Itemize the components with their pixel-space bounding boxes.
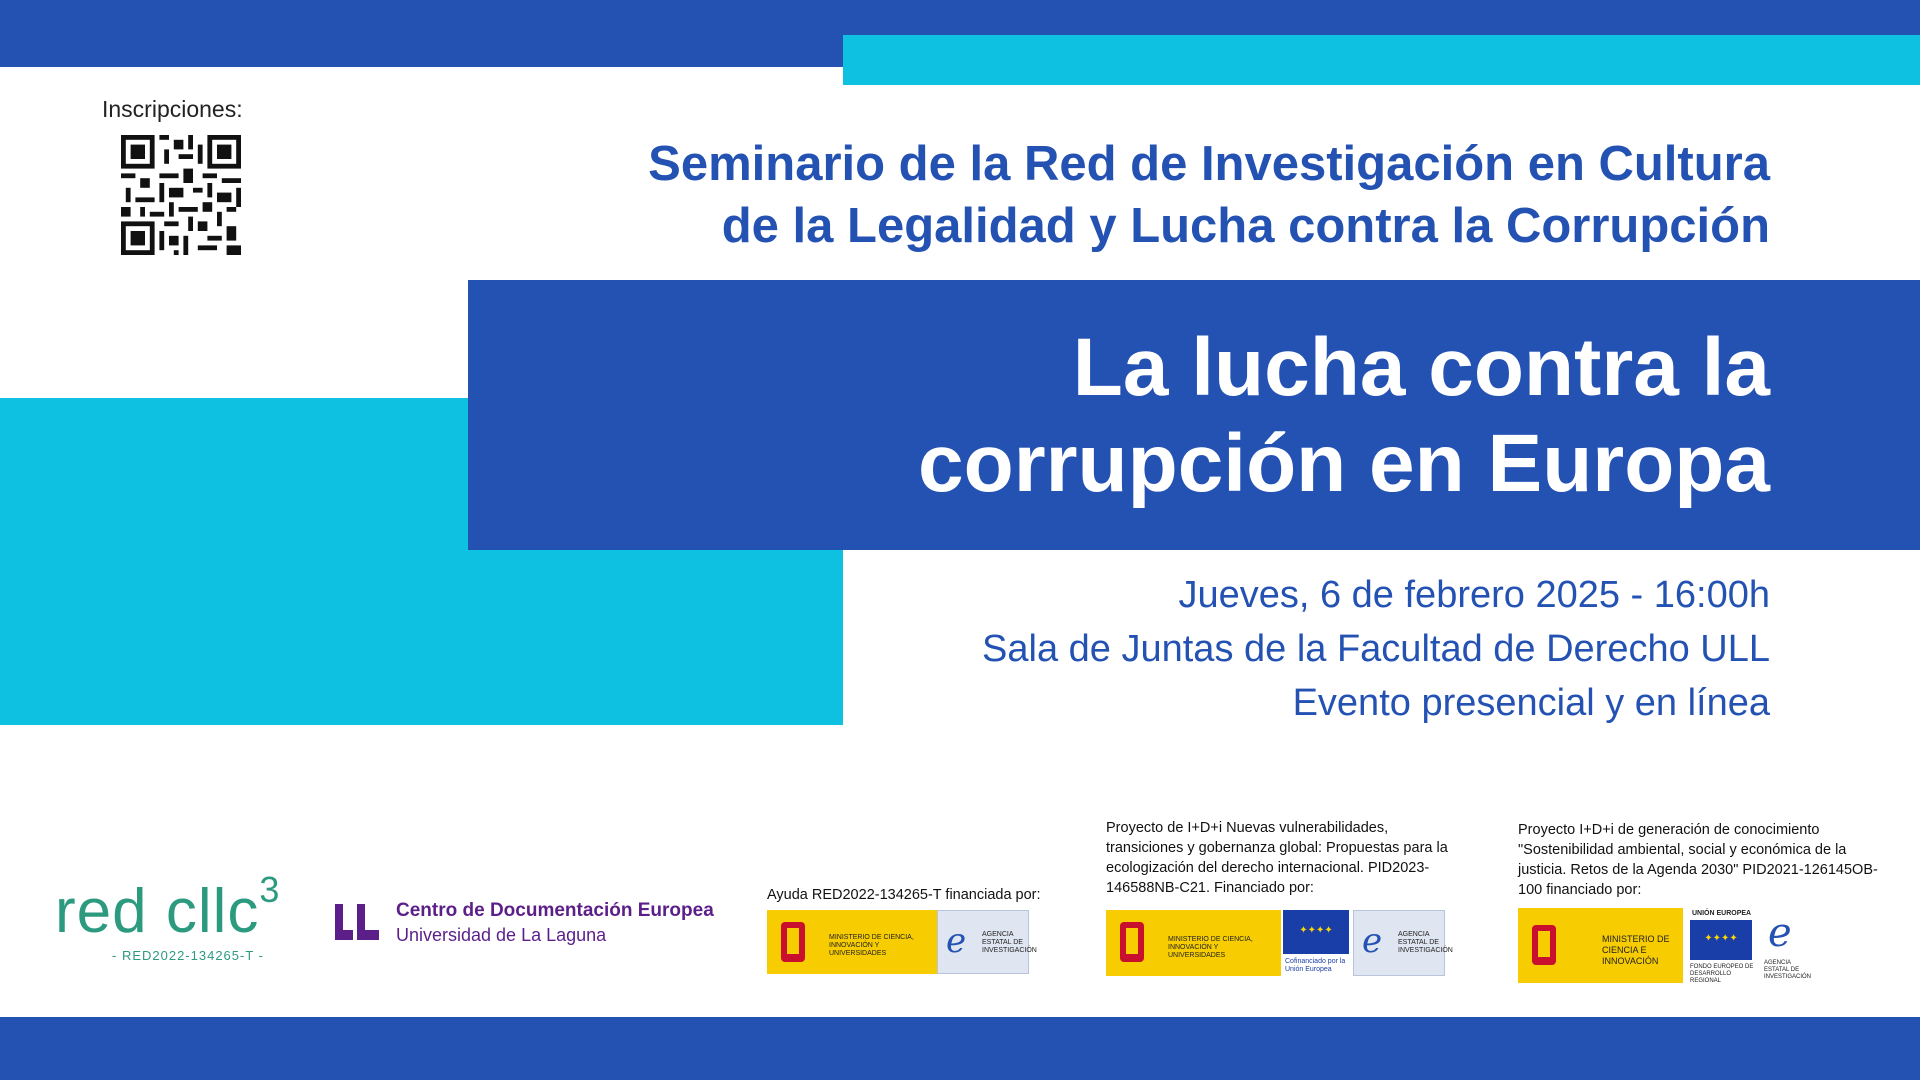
- event-details: [570, 568, 1770, 730]
- funding-text-1: Ayuda RED2022-134265-T financiada por:: [767, 887, 1041, 903]
- agency-logo-1: [937, 910, 1037, 974]
- red-cllc-logo: [55, 869, 281, 947]
- eu-flag-icon: ✦✦✦✦: [1283, 910, 1349, 954]
- red-cllc-name: red cllc: [55, 877, 260, 946]
- event-place: Sala de Juntas de la Facultad de Derecho ULL: [982, 628, 1770, 670]
- spain-crest-icon: [1524, 920, 1564, 970]
- ministry-label-3: MINISTERIO DE CIENCIA E INNOVACIÓN: [1602, 934, 1670, 966]
- funding-text-2: Proyecto de I+D+i Nuevas vulnerabilidades, transiciones y gobernanza global: Propuestas para la ecologización del derecho internacional. PID2023-146588NB-C21. Financiado por:: [1106, 820, 1448, 896]
- eu-cofin-label: Cofinanciado por la Unión Europea: [1285, 958, 1346, 973]
- agency-e-icon: e: [946, 921, 967, 961]
- agency-label-3: AGENCIA ESTATAL DE INVESTIGACIÓN: [1764, 960, 1812, 980]
- seminar-heading: [370, 133, 1770, 257]
- seminar-line-2: de la Legalidad y Lucha contra la Corrupción: [721, 199, 1770, 253]
- spain-crest-icon: [1112, 918, 1152, 966]
- seminar-line-1: Seminario de la Red de Investigación en Cultura: [648, 137, 1770, 191]
- cde-university: Universidad de La Laguna: [396, 925, 607, 945]
- spain-crest-icon: [773, 918, 813, 966]
- red-cllc-sup: 3: [259, 869, 281, 911]
- event-title-line-2: corrupción en Europa: [918, 418, 1770, 509]
- agency-logo-3: [1762, 908, 1812, 983]
- eu-logo-1: [1283, 910, 1349, 976]
- ministry-logo-1: [767, 910, 937, 974]
- eu-flag-icon: ✦✦✦✦: [1690, 920, 1752, 960]
- qr-code[interactable]: [121, 135, 241, 255]
- agency-e-icon: e: [1768, 910, 1792, 956]
- eu-logo-2: [1688, 908, 1754, 983]
- cde-logo-icon: [333, 900, 383, 944]
- event-date: Jueves, 6 de febrero 2025 - 16:00h: [1178, 574, 1770, 616]
- event-mode: Evento presencial y en línea: [1292, 682, 1770, 724]
- event-title: [470, 320, 1770, 512]
- agency-label-1: AGENCIA ESTATAL DE INVESTIGACIÓN: [982, 931, 1037, 954]
- ministry-logo-2: [1106, 910, 1281, 976]
- ministry-label-2: MINISTERIO DE CIENCIA, INNOVACIÓN Y UNIVERSIDADES: [1168, 936, 1253, 959]
- agency-label-2: AGENCIA ESTATAL DE INVESTIGACIÓN: [1398, 931, 1453, 954]
- registration-label: Inscripciones:: [102, 96, 243, 122]
- cde-name: Centro de Documentación Europea: [396, 900, 714, 921]
- red-cllc-code: - RED2022-134265-T -: [112, 948, 264, 963]
- bottom-blue-bar: [0, 1017, 1920, 1080]
- top-cyan-bar: [843, 35, 1920, 85]
- eu-union-label: UNIÓN EUROPEA: [1692, 910, 1752, 917]
- event-title-line-1: La lucha contra la: [1072, 322, 1770, 413]
- funding-text-3: Proyecto I+D+i de generación de conocimiento "Sostenibilidad ambiental, social y económica de la justicia. Retos de la Agenda 2030" PID2021-126145OB-100 financiado por:: [1518, 822, 1878, 898]
- eu-fund-label: FONDO EUROPEO DE DESARROLLO REGIONAL: [1690, 964, 1754, 984]
- agency-e-icon: e: [1362, 921, 1383, 961]
- ministry-logo-3: [1518, 908, 1683, 983]
- ministry-label-1: MINISTERIO DE CIENCIA, INNOVACIÓN Y UNIVERSIDADES: [829, 934, 914, 957]
- agency-logo-2: [1353, 910, 1453, 976]
